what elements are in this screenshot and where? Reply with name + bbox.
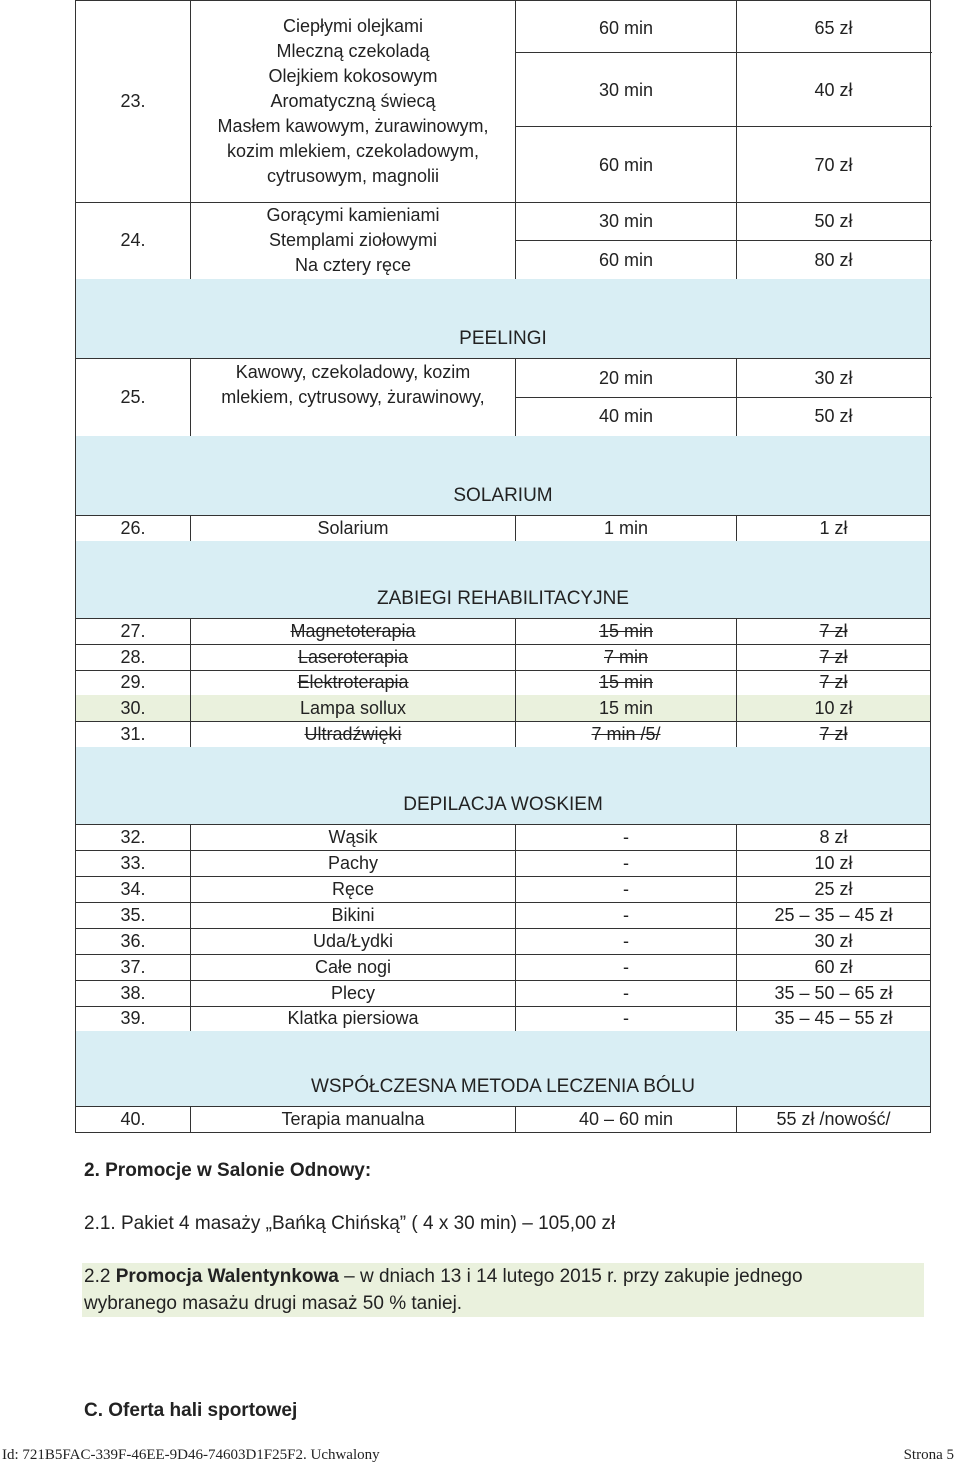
duration: 60 min 30 min 60 min — [515, 0, 736, 202]
price: 50 zł 80 zł — [736, 202, 930, 279]
row-number: 23. — [120, 90, 146, 111]
table-row — [75, 1006, 931, 1031]
row-number: 34. — [120, 878, 146, 899]
duration: - — [515, 980, 736, 1006]
row-number: 24. — [120, 230, 146, 250]
service-name: Solarium — [190, 515, 515, 541]
document-id: Id: 721B5FAC-339F-46EE-9D46-74603D1F25F2. Uchwalony — [2, 1447, 380, 1463]
row-number: 31. — [120, 723, 146, 744]
service-name: Terapia manualna — [190, 1106, 515, 1132]
promo-heading: 2. Promocje w Salonie Odnowy: — [84, 1160, 372, 1181]
price: 30 zł 50 zł — [736, 358, 930, 436]
row-number: 26. — [120, 517, 146, 538]
service-name: Wąsik — [190, 824, 515, 850]
service-name: Gorącymi kamieniami Stemplami ziołowymi Na cztery ręce — [190, 202, 515, 279]
row-number: 38. — [120, 982, 146, 1003]
table-row — [75, 515, 931, 541]
row-number: 29. — [120, 672, 146, 692]
duration: - — [515, 876, 736, 902]
table-row — [75, 928, 931, 954]
section-header-bol: WSPÓŁCZESNA METODA LECZENIA BÓLU — [75, 1031, 931, 1106]
promo-name: Promocja Walentynkowa — [115, 1266, 339, 1287]
service-name: Ultradźwięki — [190, 721, 515, 747]
service-name: Całe nogi — [190, 954, 515, 980]
table-row — [75, 954, 931, 980]
row-number: 40. — [120, 1108, 146, 1129]
table-row — [75, 202, 931, 279]
row-number: 37. — [120, 956, 146, 977]
price: 7 zł — [736, 721, 930, 747]
duration: - — [515, 928, 736, 954]
duration: 40 – 60 min — [515, 1106, 736, 1132]
duration: - — [515, 824, 736, 850]
service-name: Ciepłymi olejkami Mleczną czekoladą Olejkiem kokosowym Aromatyczną świecą Masłem kawowym, żurawinowym, kozim mlekiem, czekoladowym, cytrusowym, magnolii — [190, 0, 515, 202]
service-name: Elektroterapia — [190, 670, 515, 695]
table-row — [75, 980, 931, 1006]
price: 60 zł — [736, 954, 930, 980]
row-number: 35. — [120, 904, 146, 925]
row-number: 30. — [120, 697, 146, 718]
price: 10 zł — [736, 695, 930, 721]
table-row — [75, 902, 931, 928]
price: 10 zł — [736, 850, 930, 876]
duration: 15 min — [515, 670, 736, 695]
service-name: Magnetoterapia — [190, 618, 515, 644]
duration: 7 min — [515, 644, 736, 670]
price: 7 zł — [736, 644, 930, 670]
duration: 7 min /5/ — [515, 721, 736, 747]
service-name: Klatka piersiowa — [190, 1006, 515, 1031]
price: 30 zł — [736, 928, 930, 954]
duration: 1 min — [515, 515, 736, 541]
price: 8 zł — [736, 824, 930, 850]
row-number: 27. — [120, 620, 146, 641]
table-row — [75, 0, 931, 202]
price: 1 zł — [736, 515, 930, 541]
service-name: Uda/Łydki — [190, 928, 515, 954]
section-header-peelingi: PEELINGI — [75, 279, 931, 358]
price: 35 – 45 – 55 zł — [736, 1006, 930, 1031]
price: 35 – 50 – 65 zł — [736, 980, 930, 1006]
service-name: Kawowy, czekoladowy, kozim mlekiem, cytrusowy, żurawinowy, — [190, 358, 515, 436]
row-number: 33. — [120, 852, 146, 873]
row-number: 36. — [120, 930, 146, 951]
table-row — [75, 824, 931, 850]
row-number: 25. — [120, 386, 146, 407]
duration: - — [515, 954, 736, 980]
row-number: 32. — [120, 826, 146, 847]
row-number: 28. — [120, 646, 146, 667]
table-row — [75, 1106, 931, 1132]
section-header-depilacja: DEPILACJA WOSKIEM — [75, 747, 931, 824]
table-row — [75, 721, 931, 747]
service-name: Pachy — [190, 850, 515, 876]
price: 7 zł — [736, 670, 930, 695]
section-header-solarium: SOLARIUM — [75, 436, 931, 515]
duration: - — [515, 850, 736, 876]
duration: 20 min 40 min — [515, 358, 736, 436]
service-name: Bikini — [190, 902, 515, 928]
duration: 30 min 60 min — [515, 202, 736, 279]
section-c-heading: C. Oferta hali sportowej — [84, 1400, 298, 1421]
table-row — [75, 850, 931, 876]
table-row — [75, 876, 931, 902]
price: 65 zł 40 zł 70 zł — [736, 0, 930, 202]
price: 55 zł /nowość/ — [736, 1106, 930, 1132]
promo-item-2-line-2: wybranego masażu drugi masaż 50 % taniej. — [84, 1293, 463, 1314]
service-name: Laseroterapia — [190, 644, 515, 670]
service-name: Lampa sollux — [190, 695, 515, 721]
row-number: 39. — [120, 1008, 146, 1028]
table-row — [75, 670, 931, 695]
table-row — [75, 644, 931, 670]
section-header-rehab: ZABIEGI REHABILITACYJNE — [75, 541, 931, 618]
price: 7 zł — [736, 618, 930, 644]
duration: - — [515, 902, 736, 928]
page-number: Strona 5 — [903, 1447, 954, 1463]
service-name: Plecy — [190, 980, 515, 1006]
table-row — [75, 618, 931, 644]
price: 25 – 35 – 45 zł — [736, 902, 930, 928]
duration: 15 min — [515, 695, 736, 721]
duration: 15 min — [515, 618, 736, 644]
promo-item-1: 2.1. Pakiet 4 masaży „Bańką Chińską” ( 4 x 30 min) – 105,00 zł — [84, 1213, 616, 1234]
service-name: Ręce — [190, 876, 515, 902]
table-row — [75, 695, 931, 721]
price: 25 zł — [736, 876, 930, 902]
promo-item-2-line-1: 2.2 Promocja Walentynkowa – w dniach 13 i 14 lutego 2015 r. przy zakupie jednego — [84, 1266, 803, 1287]
table-row — [75, 358, 931, 436]
duration: - — [515, 1006, 736, 1031]
